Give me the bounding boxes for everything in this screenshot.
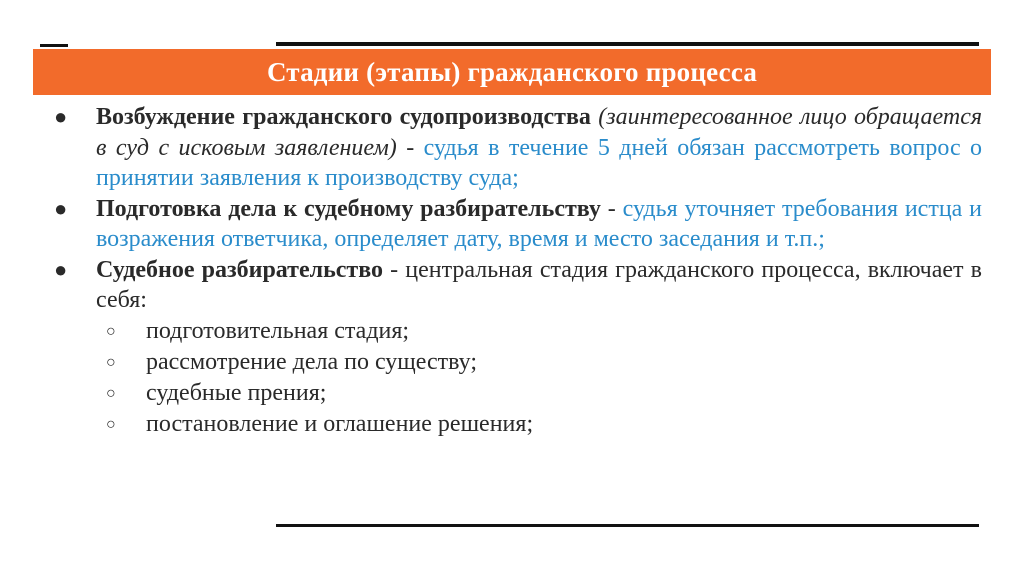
stage-dash: -: [390, 256, 399, 283]
trial-substages-list: [52, 316, 982, 440]
top-rule: [276, 42, 979, 46]
bottom-rule: [276, 524, 979, 527]
circle-bullet-icon: ○: [106, 353, 116, 371]
list-item: [96, 316, 982, 347]
circle-bullet-icon: ○: [106, 415, 116, 433]
stage-item-preparation: [52, 194, 982, 255]
circle-bullet-icon: ○: [106, 322, 116, 340]
list-item: [96, 378, 982, 409]
bullet-marker: ●: [54, 195, 68, 221]
substage-text: судебные прения;: [146, 379, 327, 406]
list-item: [96, 347, 982, 378]
stage-item-initiation: [52, 102, 982, 194]
circle-bullet-icon: ○: [106, 384, 116, 402]
stage-description: судья уточняет требования истца и возражения ответчика, определяет дату, время и место заседания и т.п.;: [96, 195, 982, 252]
content: [52, 102, 982, 440]
stage-item-trial: [52, 255, 982, 316]
title-band: [33, 49, 991, 95]
stage-term: Возбуждение гражданского судопроизводства: [96, 104, 591, 130]
stage-note: (заинтересованное лицо обращается в суд с исковым заявлением): [96, 104, 983, 161]
stage-description: судья в течение 5 дней обязан рассмотреть вопрос о принятии заявления к производству суда;: [96, 134, 983, 191]
list-item: [96, 409, 982, 440]
substage-text: подготовительная стадия;: [146, 317, 410, 344]
substage-text: рассмотрение дела по существу;: [146, 348, 478, 375]
stage-term: Судебное разбирательство: [96, 256, 384, 283]
stage-dash: -: [607, 195, 616, 222]
slide-title: Стадии (этапы) гражданского процесса: [266, 56, 758, 87]
stage-description: центральная стадия гражданского процесса, включает в себя:: [96, 256, 982, 313]
top-left-short-rule: [40, 44, 68, 47]
substage-text: постановление и оглашение решения;: [146, 410, 534, 437]
bullet-marker: ●: [54, 256, 68, 282]
stage-term: Подготовка дела к судебному разбирательству: [96, 195, 601, 222]
stage-dash: -: [406, 134, 415, 161]
bullet-marker: ●: [54, 104, 68, 129]
